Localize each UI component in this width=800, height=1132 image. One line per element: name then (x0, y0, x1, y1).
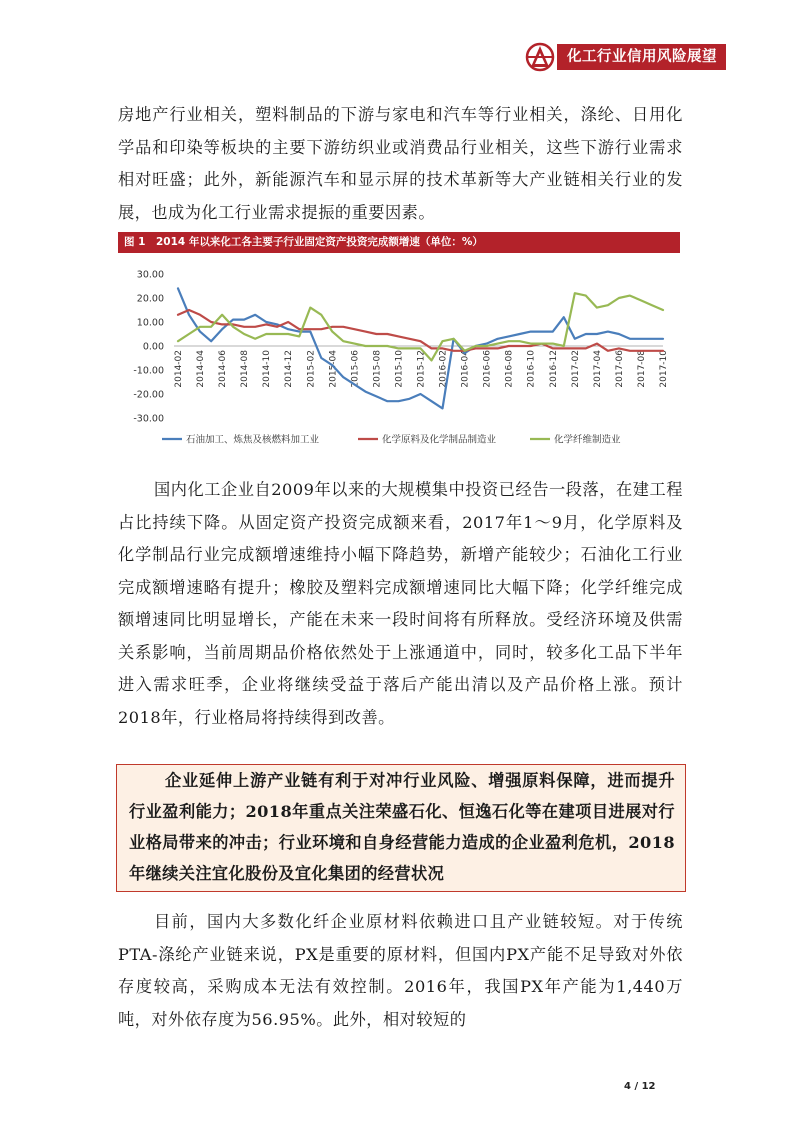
x-tick-label: 2017-02 (570, 350, 581, 388)
x-tick-label: 2017-10 (659, 350, 669, 388)
x-tick-label: 2014-12 (284, 350, 295, 388)
paragraph-2: 国内化工企业自2009年以来的大规模集中投资已经告一段落，在建工程占比持续下降。从固定资产投资完成额来看，2017年1～9月，化学原料及化学制品行业完成额增速维持小幅下降趋势，新增产能较少；石油化工行业完成额增速略有提升；橡胶及塑料完成额增速同比大幅下降；化学纤维完成额增速同比明显增长，产能在未来一段时间将有所释放。受经济环境及供需关系影响，当前周期品价格依然处于上涨通道中，同时，较多化工品下半年进入需求旺季，企业将继续受益于落后产能出清以及产品价格上涨。预计2018年，行业格局将持续得到改善。 (118, 480, 683, 727)
paragraph-1: 房地产行业相关，塑料制品的下游与家电和汽车等行业相关，涤纶、日用化学品和印染等板块的主要下游纺织业或消费品行业相关，这些下游行业需求相对旺盛；此外，新能源汽车和显示屏的技术革新等大产业链相关行业的发展，也成为化工行业需求提振的重要因素。 (118, 105, 683, 222)
x-tick-label: 2015-12 (416, 350, 427, 388)
x-tick-label: 2015-08 (372, 350, 383, 388)
y-tick-label: -30.00 (133, 413, 164, 425)
legend-label-3: 化学纤维制造业 (554, 434, 621, 446)
legend-label-2: 化学原料及化学制品制造业 (382, 434, 497, 446)
x-tick-label: 2015-02 (306, 350, 317, 388)
x-tick-label: 2016-08 (504, 350, 515, 388)
key-point-box (116, 764, 686, 892)
x-tick-label: 2016-02 (438, 350, 449, 388)
figure-title: 图 1 2014 年以来化工各主要子行业固定资产投资完成额增速（单位：%） (118, 232, 680, 253)
x-tick-label: 2014-10 (262, 350, 273, 388)
page-number: 4 / 12 (624, 1081, 656, 1092)
x-tick-label: 2017-06 (614, 349, 625, 388)
key-point-text: 企业延伸上游产业链有利于对冲行业风险、增强原料保障，进而提升行业盈利能力；2018年重点关注荣盛石化、恒逸石化等在建项目进展对行业格局带来的冲击；行业环境和自身经营能力造成的企业盈利危机，2018年继续关注宜化股份及宜化集团的经营状况 (129, 771, 675, 883)
x-tick-label: 2016-10 (526, 350, 537, 388)
x-tick-label: 2014-06 (218, 350, 229, 388)
y-tick-label: -20.00 (133, 389, 164, 401)
y-tick-label: 0.00 (142, 341, 164, 353)
x-tick-label: 2015-06 (350, 350, 361, 388)
y-tick-label: 20.00 (136, 293, 164, 305)
x-tick-label: 2014-04 (196, 350, 207, 388)
legend-label-1: 石油加工、炼焦及核燃料加工业 (186, 434, 320, 446)
x-tick-label: 2014-02 (174, 350, 184, 388)
header-title: 化工行业信用风险展望 (557, 44, 726, 70)
y-tick-label: 30.00 (136, 269, 164, 281)
paragraph-3: 目前，国内大多数化纤企业原材料依赖进口且产业链较短。对于传统PTA-涤纶产业链来说，PX是重要的原材料，但国内PX产能不足导致对外依存度较高，采购成本无法有效控制。2016年，我国PX年产能为1,440万吨，对外依存度为56.95%。此外，相对较短的 (118, 912, 683, 1029)
x-tick-label: 2016-12 (548, 350, 559, 388)
x-tick-label: 2015-04 (328, 350, 339, 388)
x-tick-label: 2016-04 (460, 350, 471, 388)
line-chart (118, 258, 678, 458)
x-tick-label: 2017-04 (592, 350, 603, 388)
y-tick-label: -10.00 (133, 365, 164, 377)
x-tick-label: 2017-08 (636, 350, 647, 388)
x-tick-label: 2015-10 (394, 350, 405, 388)
y-tick-label: 10.00 (136, 317, 164, 329)
x-tick-label: 2014-08 (240, 350, 251, 388)
company-logo-icon (523, 42, 557, 72)
x-tick-label: 2016-06 (482, 350, 493, 388)
